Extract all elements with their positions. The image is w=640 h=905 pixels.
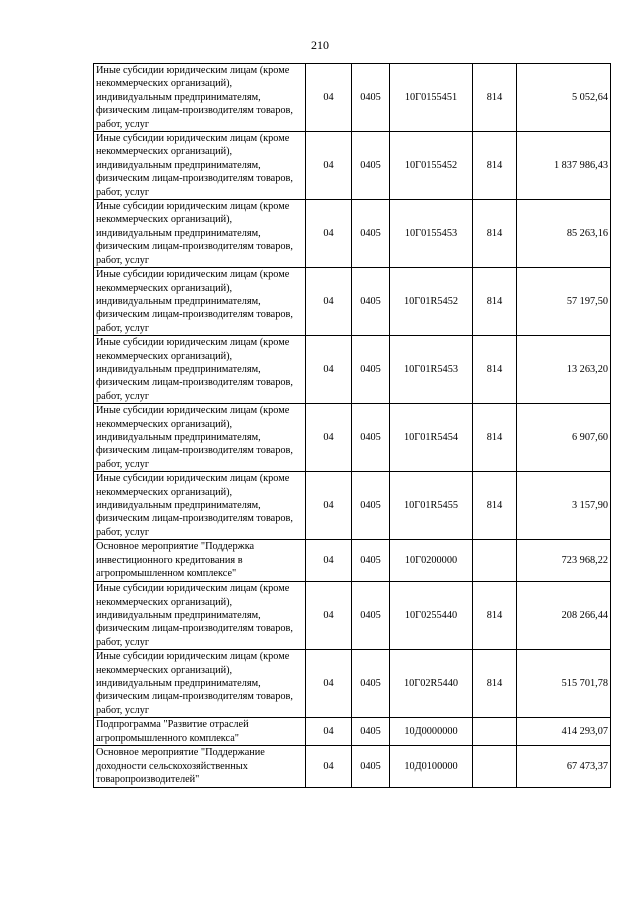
row-vr: 814 (473, 200, 517, 268)
table-row (94, 200, 611, 268)
table-row (94, 336, 611, 404)
row-target: 10Г0155452 (390, 132, 473, 200)
row-name: Иные субсидии юридическим лицам (кроме некоммерческих организаций), индивидуальным предпринимателям, физическим лицам-производителям товаров, работ, услуг (94, 336, 306, 404)
row-vr: 814 (473, 404, 517, 472)
row-name: Иные субсидии юридическим лицам (кроме некоммерческих организаций), индивидуальным предпринимателям, физическим лицам-производителям товаров, работ, услуг (94, 404, 306, 472)
row-vr: 814 (473, 582, 517, 650)
row-subsection: 0405 (352, 336, 390, 404)
row-name: Иные субсидии юридическим лицам (кроме некоммерческих организаций), индивидуальным предпринимателям, физическим лицам-производителям товаров, работ, услуг (94, 200, 306, 268)
table-row (94, 472, 611, 540)
page-number: 210 (311, 38, 329, 52)
row-section: 04 (306, 540, 352, 582)
row-subsection: 0405 (352, 540, 390, 582)
row-section: 04 (306, 132, 352, 200)
row-section: 04 (306, 746, 352, 788)
row-amount: 723 968,22 (517, 540, 611, 582)
table-row (94, 268, 611, 336)
row-amount: 13 263,20 (517, 336, 611, 404)
row-amount: 5 052,64 (517, 64, 611, 132)
row-name: Иные субсидии юридическим лицам (кроме некоммерческих организаций), индивидуальным предпринимателям, физическим лицам-производителям товаров, работ, услуг (94, 268, 306, 336)
row-amount: 85 263,16 (517, 200, 611, 268)
row-subsection: 0405 (352, 64, 390, 132)
row-target: 10Г01R5453 (390, 336, 473, 404)
row-target: 10Г0155451 (390, 64, 473, 132)
row-amount: 6 907,60 (517, 404, 611, 472)
row-section: 04 (306, 200, 352, 268)
row-subsection: 0405 (352, 200, 390, 268)
row-section: 04 (306, 404, 352, 472)
row-name: Иные субсидии юридическим лицам (кроме некоммерческих организаций), индивидуальным предпринимателям, физическим лицам-производителям товаров, работ, услуг (94, 650, 306, 718)
row-name: Иные субсидии юридическим лицам (кроме некоммерческих организаций), индивидуальным предпринимателям, физическим лицам-производителям товаров, работ, услуг (94, 472, 306, 540)
row-target: 10Г01R5454 (390, 404, 473, 472)
row-subsection: 0405 (352, 404, 390, 472)
row-name: Основное мероприятие "Поддержание доходности сельскохозяйственных товаропроизводителей" (94, 746, 306, 788)
row-subsection: 0405 (352, 650, 390, 718)
row-name: Подпрограмма "Развитие отраслей агропромышленного комплекса" (94, 718, 306, 746)
row-section: 04 (306, 336, 352, 404)
row-amount: 3 157,90 (517, 472, 611, 540)
row-target: 10Г01R5452 (390, 268, 473, 336)
row-subsection: 0405 (352, 472, 390, 540)
table-row (94, 540, 611, 582)
row-vr (473, 540, 517, 582)
row-section: 04 (306, 64, 352, 132)
row-subsection: 0405 (352, 718, 390, 746)
table-row (94, 718, 611, 746)
row-target: 10Д0000000 (390, 718, 473, 746)
row-name: Иные субсидии юридическим лицам (кроме некоммерческих организаций), индивидуальным предпринимателям, физическим лицам-производителям товаров, работ, услуг (94, 582, 306, 650)
row-subsection: 0405 (352, 582, 390, 650)
row-vr (473, 718, 517, 746)
table-row (94, 650, 611, 718)
row-vr: 814 (473, 64, 517, 132)
table-row (94, 132, 611, 200)
row-subsection: 0405 (352, 268, 390, 336)
row-vr: 814 (473, 268, 517, 336)
row-target: 10Г0200000 (390, 540, 473, 582)
row-target: 10Д0100000 (390, 746, 473, 788)
row-vr (473, 746, 517, 788)
table-row (94, 582, 611, 650)
row-amount: 208 266,44 (517, 582, 611, 650)
row-vr: 814 (473, 650, 517, 718)
row-amount: 515 701,78 (517, 650, 611, 718)
row-section: 04 (306, 268, 352, 336)
row-amount: 57 197,50 (517, 268, 611, 336)
row-section: 04 (306, 650, 352, 718)
row-amount: 414 293,07 (517, 718, 611, 746)
row-vr: 814 (473, 336, 517, 404)
budget-table (93, 63, 611, 788)
row-section: 04 (306, 472, 352, 540)
row-vr: 814 (473, 472, 517, 540)
row-target: 10Г02R5440 (390, 650, 473, 718)
row-name: Основное мероприятие "Поддержка инвестиционного кредитования в агропромышленном комплексе" (94, 540, 306, 582)
row-section: 04 (306, 718, 352, 746)
row-target: 10Г01R5455 (390, 472, 473, 540)
row-subsection: 0405 (352, 132, 390, 200)
row-vr: 814 (473, 132, 517, 200)
table-row (94, 404, 611, 472)
row-target: 10Г0255440 (390, 582, 473, 650)
row-name: Иные субсидии юридическим лицам (кроме некоммерческих организаций), индивидуальным предпринимателям, физическим лицам-производителям товаров, работ, услуг (94, 64, 306, 132)
row-name: Иные субсидии юридическим лицам (кроме некоммерческих организаций), индивидуальным предпринимателям, физическим лицам-производителям товаров, работ, услуг (94, 132, 306, 200)
row-amount: 67 473,37 (517, 746, 611, 788)
row-target: 10Г0155453 (390, 200, 473, 268)
row-subsection: 0405 (352, 746, 390, 788)
row-amount: 1 837 986,43 (517, 132, 611, 200)
table-row (94, 64, 611, 132)
row-section: 04 (306, 582, 352, 650)
table-row (94, 746, 611, 788)
